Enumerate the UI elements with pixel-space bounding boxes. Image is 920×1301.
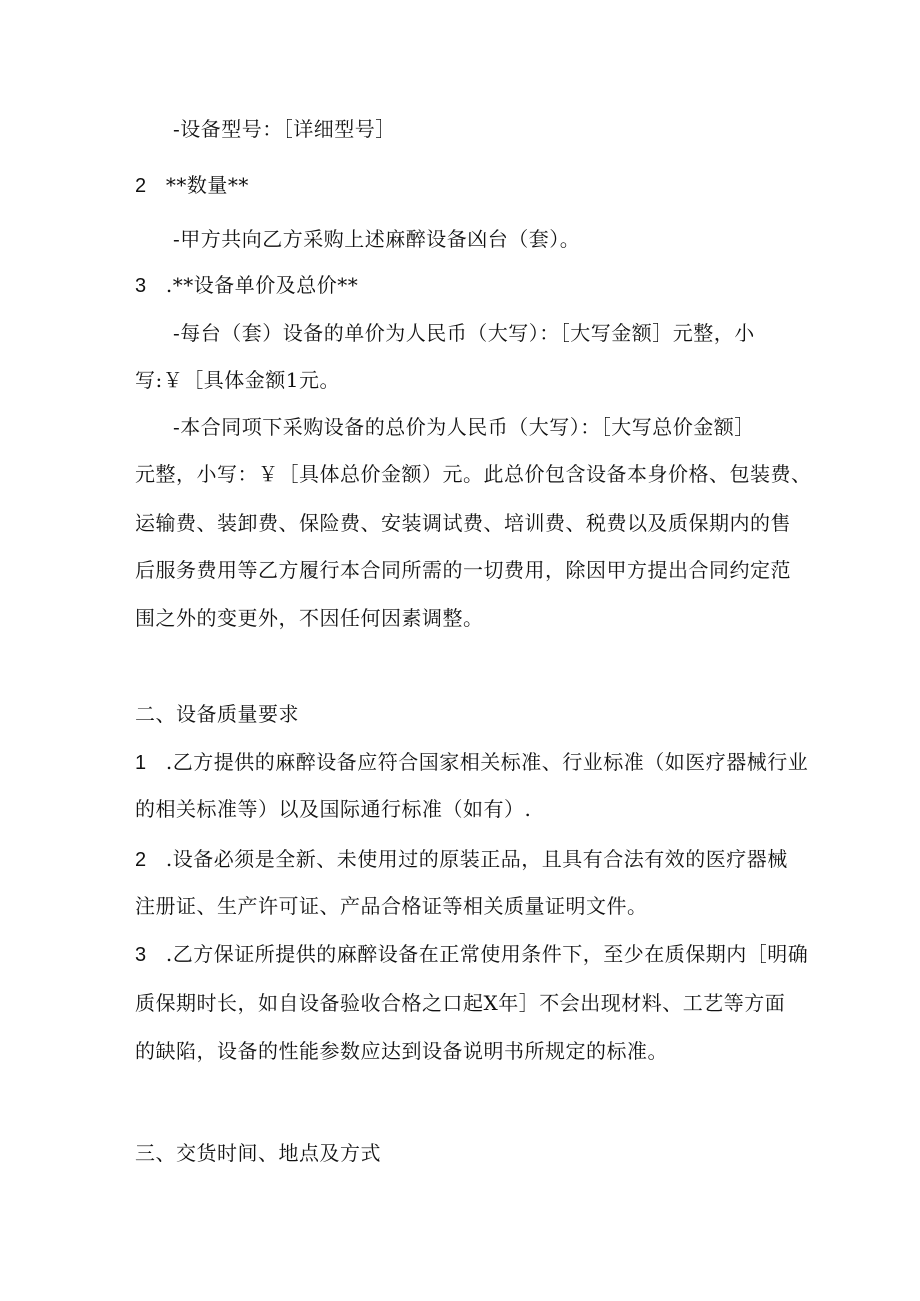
price-number: 3 — [135, 275, 147, 297]
total-price-line-3: 运输费、装卸费、保险费、安装调试费、培训费、税费以及质保期内的售 — [135, 511, 791, 535]
section-3-title: 三、交货时间、地点及方式 — [135, 1141, 381, 1165]
quality-item-2-number: 2 — [135, 849, 147, 871]
unit-price-line-2: 写:￥［具体金额1元。 — [135, 368, 340, 392]
quality-item-1-line-2: 的相关标准等）以及国际通行标准（如有）. — [135, 797, 532, 821]
quality-item-2-line-2: 注册证、生产许可证、产品合格证等相关质量证明文件。 — [135, 894, 648, 918]
quantity-number: 2 — [135, 175, 147, 197]
unit-price-line-1: -每台（套）设备的单价为人民币（大写）：［大写金额］元整，小 — [173, 321, 755, 345]
section-2-title: 二、设备质量要求 — [135, 702, 299, 726]
quality-item-1-number: 1 — [135, 752, 147, 774]
price-heading — [135, 272, 358, 299]
quality-item-1-line-1 — [135, 749, 808, 776]
quality-item-3-line-3: 的缺陷，设备的性能参数应达到设备说明书所规定的标准。 — [135, 1039, 668, 1063]
quality-item-3-number: 3 — [135, 944, 147, 966]
quality-item-2-text: .设备必须是全新、未使用过的原装正品，且具有合法有效的医疗器械 — [165, 847, 788, 871]
quantity-heading — [135, 172, 249, 199]
total-price-line-2: 元整，小写：￥［具体总价金额）元。此总价包含设备本身价格、包装费、 — [135, 462, 812, 486]
total-price-line-4: 后服务费用等乙方履行本合同所需的一切费用，除因甲方提出合同约定范 — [135, 558, 791, 582]
model-line: -设备型号：［详细型号］ — [173, 117, 396, 141]
total-price-line-5: 围之外的变更外，不因任何因素调整。 — [135, 606, 484, 630]
price-title: .**设备单价及总价** — [165, 273, 359, 297]
quantity-description: -甲方共向乙方采购上述麻醉设备凶台（套）。 — [173, 227, 581, 251]
quality-item-3-text: .乙方保证所提供的麻醉设备在正常使用条件下，至少在质保期内［明确 — [165, 942, 809, 966]
quality-item-3-line-1 — [135, 941, 808, 968]
quality-item-3-line-2: 质保期时长，如自设备验收合格之口起X年］不会出现材料、工艺等方面 — [135, 991, 786, 1015]
quality-item-2-line-1 — [135, 846, 788, 873]
quality-item-1-text: .乙方提供的麻醉设备应符合国家相关标准、行业标准（如医疗器械行业 — [165, 750, 809, 774]
total-price-line-1: -本合同项下采购设备的总价为人民币（大写）：［大写总价金额］ — [173, 415, 755, 439]
quantity-title: **数量** — [165, 173, 249, 197]
